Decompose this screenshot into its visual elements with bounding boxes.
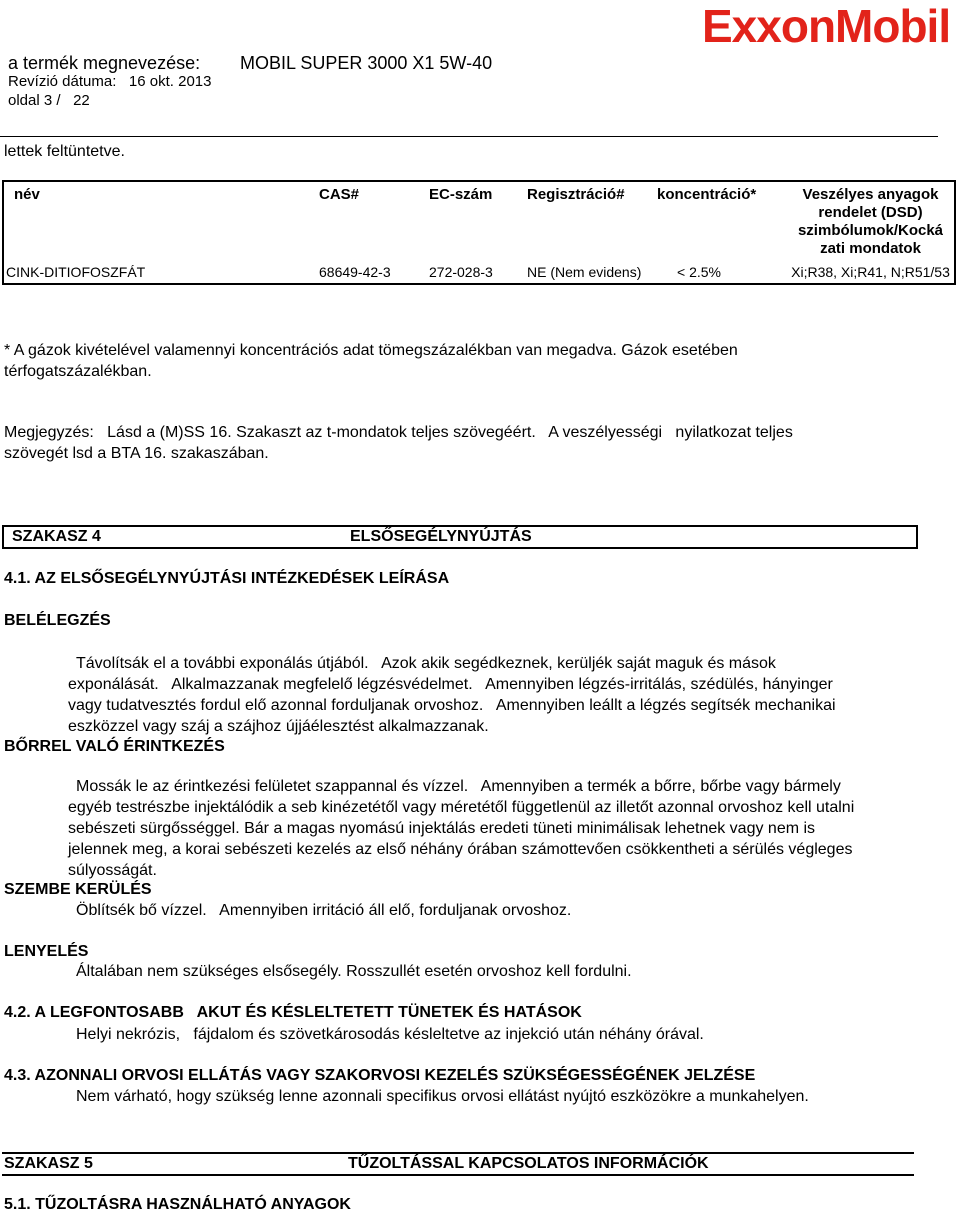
product-name-line [8,52,492,74]
footnote-line-1: * A gázok kivételével valamennyi koncentrációs adat tömegszázalékban van megadva. Gázok esetében [4,342,738,359]
revision-date: 16 okt. 2013 [128,73,212,90]
col-header-concentration: koncentráció* [657,186,757,203]
cell-name: CINK-DITIOFOSZFÁT [6,264,146,280]
revision-label: Revízió dátuma: [8,73,117,90]
subsection-4-1-heading: 4.1. AZ ELSŐSEGÉLYNYÚJTÁSI INTÉZKEDÉSEK LEÍRÁSA [4,570,450,587]
col-header-registration: Regisztráció# [527,186,625,203]
text-line: eszközzel vagy száj a szájhoz újjáélesztést alkalmazzanak. [68,718,489,735]
col-header-ec: EC-szám [429,186,493,203]
product-name: MOBIL SUPER 3000 X1 5W-40 [240,53,493,73]
eye-contact-text: Öblítsék bő vízzel. Amennyiben irritáció áll elő, forduljanak orvoshoz. [76,902,572,919]
cell-cas: 68649-42-3 [319,264,391,280]
footnote-line-2: térfogatszázalékban. [4,363,152,380]
section-5-title: TŰZOLTÁSSAL KAPCSOLATOS INFORMÁCIÓK [348,1155,709,1172]
subsection-4-2-heading: 4.2. A LEGFONTOSABB AKUT ÉS KÉSLELTETETT TÜNETEK ÉS HATÁSOK [4,1004,582,1021]
subsection-4-3-text: Nem várható, hogy szükség lenne azonnali specifikus orvosi ellátást nyújtó eszközökre a munkahelyen. [76,1088,809,1105]
skin-contact-heading: BŐRREL VALÓ ÉRINTKEZÉS [4,738,225,755]
text-line: súlyosságát. [68,862,157,879]
subsection-5-1-heading: 5.1. TŰZOLTÁSRA HASZNÁLHATÓ ANYAGOK [4,1196,351,1213]
note-line-2: szövegét lsd a BTA 16. szakaszában. [4,445,269,462]
composition-table [2,180,956,285]
inhalation-heading: BELÉLEGZÉS [4,612,111,629]
logo-text: ExxonMobil [702,2,951,52]
product-label: a termék megnevezése: [8,53,201,73]
skin-contact-text [68,755,854,881]
col-header-name: név [14,186,40,203]
eye-contact-heading: SZEMBE KERÜLÉS [4,881,152,898]
table-row [3,262,955,284]
text-line: Mossák le az érintkezési felületet szappannal és vízzel. Amennyiben a termék a bőrre, bőrbe vagy bármely [76,778,841,795]
cell-registration: NE (Nem evidens) [527,264,642,280]
text-line: vagy tudatvesztés fordul elő azonnal forduljanak orvoshoz. Amennyiben leállt a légzés segítsék mechanikai [68,697,836,714]
text-line: Távolítsák el a további exponálás útjából. Azok akik segédkeznek, kerüljék saját maguk és mások [76,655,776,672]
page-label: oldal 3 / [8,92,61,109]
page-total: 22 [73,92,90,109]
exxonmobil-logo [700,2,958,52]
subsection-4-3-heading: 4.3. AZONNALI ORVOSI ELLÁTÁS VAGY SZAKORVOSI KEZELÉS SZÜKSÉGESSÉGÉNEK JELZÉSE [4,1067,756,1084]
section-4-header [2,525,918,549]
subsection-4-2-text: Helyi nekrózis, fájdalom és szövetkárosodás késleltetve az injekció után néhány órával. [76,1026,704,1043]
header-divider [0,136,938,137]
ingestion-heading: LENYELÉS [4,943,89,960]
section-5-header [2,1152,914,1176]
col-header-hazard: Veszélyes anyagok rendelet (DSD) szimbólumok/Kocká zati mondatok [797,186,944,257]
revision-line [8,73,211,91]
cell-concentration: < 2.5% [677,264,721,280]
cell-hazard: Xi;R38, Xi;R41, N;R51/53 [791,264,950,280]
inhalation-text [68,632,836,737]
page-number-line [8,92,90,110]
note-line-1: Megjegyzés: Lásd a (M)SS 16. Szakaszt az t-mondatok teljes szövegéért. A veszélyességi nyilatkozat teljes [4,424,793,441]
section-4-title: ELSŐSEGÉLYNYÚJTÁS [350,528,532,545]
col-header-cas: CAS# [319,186,360,203]
text-line: egyéb testrészbe injektálódik a seb kinézetétől vagy méretétől függetlenül az illetőt azonnal orvoshoz kell utalni [68,799,855,816]
table-header-row [3,181,955,262]
intro-line: lettek feltüntetve. [4,143,125,160]
ingestion-text: Általában nem szükséges elsősegély. Rosszullét esetén orvoshoz kell fordulni. [76,963,632,980]
cell-ec: 272-028-3 [429,264,493,280]
text-line: sebészeti sürgősséggel. Bár a magas nyomású injektálás eredeti tüneti minimálisak lehetnek vagy nem is [68,820,816,837]
text-line: jelennek meg, a korai sebészeti kezelés az első néhány órában számottevően csökkentheti a sérülés végleges [68,841,853,858]
section-5-number: SZAKASZ 5 [4,1155,93,1172]
text-line: exponálását. Alkalmazzanak megfelelő légzésvédelmet. Amennyiben légzés-irritálás, szédülés, hányinger [68,676,833,693]
section-4-number: SZAKASZ 4 [12,528,101,545]
